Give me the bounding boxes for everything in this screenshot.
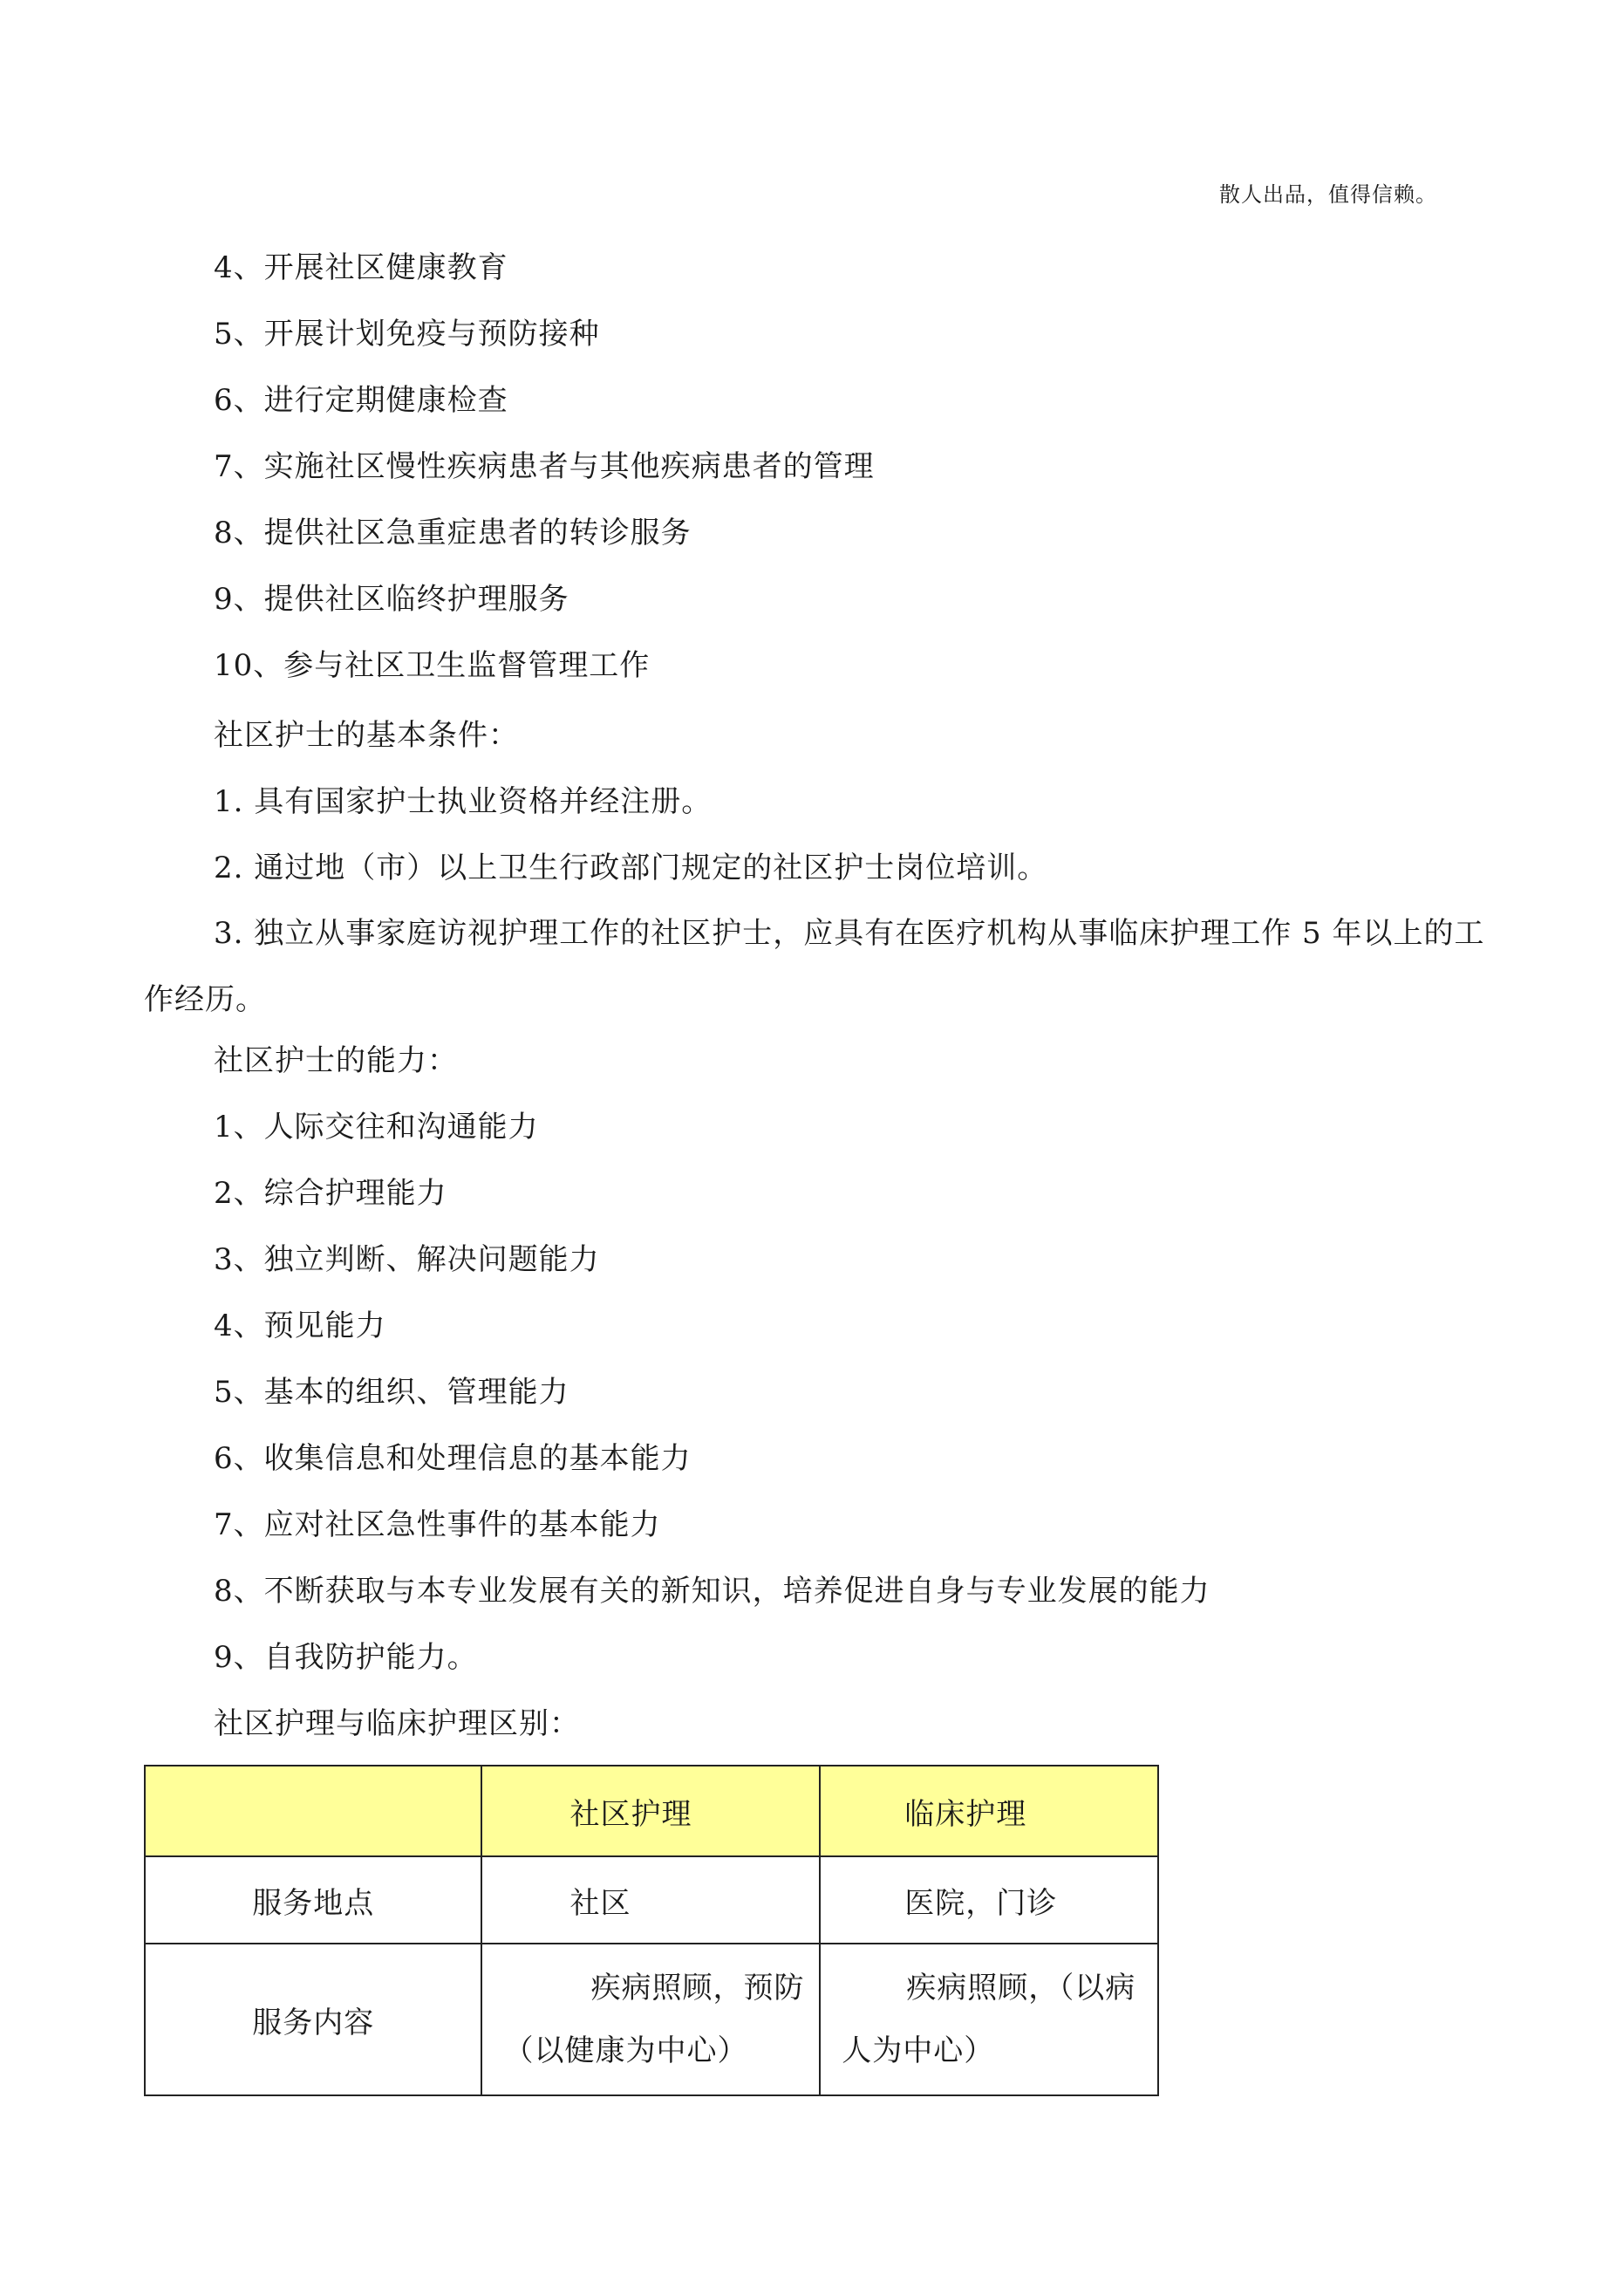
list-item: 1、人际交往和沟通能力 bbox=[214, 1110, 539, 1145]
paragraph-condition-3: 3. 独立从事家庭访视护理工作的社区护士，应具有在医疗机构从事临床护理工作 5 年以上的工作经历。 bbox=[144, 916, 1485, 1017]
table-cell bbox=[820, 1856, 1158, 1944]
section-heading-comparison: 社区护理与临床护理区别： bbox=[214, 1706, 580, 1741]
table-row bbox=[145, 1944, 1158, 2095]
section-heading-abilities: 社区护士的能力： bbox=[214, 1043, 458, 1078]
list-item: 1. 具有国家护士执业资格并经注册。 bbox=[214, 784, 713, 819]
table-row bbox=[145, 1856, 1158, 1944]
list-item: 4、开展社区健康教育 bbox=[214, 250, 508, 285]
cell-text: 医院，门诊 bbox=[904, 1885, 1058, 1921]
table-cell bbox=[481, 1856, 820, 1944]
table-cell bbox=[481, 1944, 820, 2095]
table-header-cell bbox=[820, 1766, 1158, 1856]
list-item: 4、预见能力 bbox=[214, 1309, 386, 1343]
list-item: 7、应对社区急性事件的基本能力 bbox=[214, 1507, 661, 1542]
list-item: 2、综合护理能力 bbox=[214, 1176, 447, 1211]
table-cell: 服务地点 bbox=[145, 1856, 481, 1944]
list-item: 5、基本的组织、管理能力 bbox=[214, 1375, 569, 1410]
header-community-nursing: 社区护理 bbox=[569, 1796, 692, 1832]
list-item: 8、提供社区急重症患者的转诊服务 bbox=[214, 516, 692, 550]
cell-text: 疾病照顾，预防（以健康为中心） bbox=[503, 1971, 805, 2068]
header-note: 散人出品，值得信赖。 bbox=[1219, 182, 1437, 207]
list-item: 9、提供社区临终护理服务 bbox=[214, 582, 569, 617]
table-cell bbox=[820, 1944, 1158, 2095]
table-header-cell bbox=[145, 1766, 481, 1856]
list-item: 7、实施社区慢性疾病患者与其他疾病患者的管理 bbox=[214, 449, 875, 484]
list-item: 2. 通过地（市）以上卫生行政部门规定的社区护士岗位培训。 bbox=[214, 851, 1048, 885]
table-cell: 服务内容 bbox=[145, 1944, 481, 2095]
list-item: 6、进行定期健康检查 bbox=[214, 383, 508, 418]
table-header-cell bbox=[481, 1766, 820, 1856]
section-heading-conditions: 社区护士的基本条件： bbox=[214, 718, 519, 753]
header-clinical-nursing: 临床护理 bbox=[904, 1796, 1027, 1832]
cell-text: 疾病照顾，（以病人为中心） bbox=[842, 1971, 1136, 2068]
list-item: 9、自我防护能力。 bbox=[214, 1640, 478, 1675]
list-item: 6、收集信息和处理信息的基本能力 bbox=[214, 1441, 692, 1476]
comparison-table bbox=[144, 1765, 1159, 2096]
list-item: 10、参与社区卫生监督管理工作 bbox=[214, 648, 651, 683]
list-item: 3、独立判断、解决问题能力 bbox=[214, 1242, 600, 1277]
list-item: 5、开展计划免疫与预防接种 bbox=[214, 317, 600, 352]
table-header-row bbox=[145, 1766, 1158, 1856]
cell-text: 社区 bbox=[569, 1885, 631, 1921]
list-item: 8、不断获取与本专业发展有关的新知识，培养促进自身与专业发展的能力 bbox=[214, 1574, 1210, 1609]
